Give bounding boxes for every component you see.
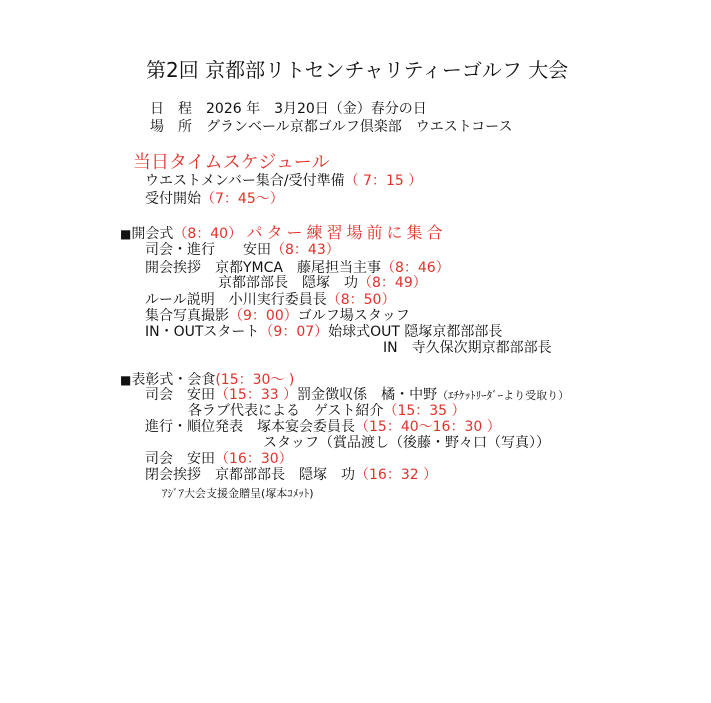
awards-closing-time: （16：32 ） xyxy=(355,467,438,483)
opening-time: （8：40） xyxy=(173,226,243,242)
awards-club-label: 各ラブ代表による ゲスト紹介 xyxy=(188,403,384,419)
opening-rules-label: ルール説明 小川実行委員長 xyxy=(145,292,327,308)
awards-mc2-row xyxy=(145,451,293,468)
schedule-row-reception xyxy=(145,191,284,208)
opening-label: 開会式 xyxy=(131,226,174,242)
awards-mc-row xyxy=(145,387,569,404)
awards-progress-time: （15：40〜16：30 ） xyxy=(355,419,501,435)
awards-mc2-time: （16：30） xyxy=(215,451,293,467)
awards-mc-note-a: 罰金徴収係 橘・中野 xyxy=(297,387,438,403)
opening-start-row xyxy=(145,324,502,341)
date-value: 2026 年 3月20日（金）春分の日 xyxy=(206,101,427,117)
opening-greeting2-label: 京都部部長 隠塚 功 xyxy=(218,275,358,291)
opening-mc-label: 司会・進行 安田 xyxy=(145,242,271,258)
place-row xyxy=(150,119,512,136)
schedule-time: （ 7：15 ） xyxy=(344,173,423,189)
awards-staff-row: スタッフ（賞品渡し（後藤・野々口（写真）） xyxy=(263,435,550,451)
date-row xyxy=(150,101,427,118)
opening-photo-note: ゴルフ場スタッフ xyxy=(297,308,410,324)
opening-greeting-label: 開会挨拶 京都YMCA 藤尾担当主事 xyxy=(145,260,381,276)
schedule-time: （7：45〜） xyxy=(201,191,284,207)
schedule-row-member xyxy=(145,173,422,190)
awards-mc-note-b: （ｴﾁｹｯﾄﾘｰﾀﾞｰより受取り） xyxy=(437,389,570,402)
opening-start-label: IN・OUTスタート xyxy=(145,324,260,340)
opening-heading xyxy=(120,224,447,243)
document-title: 第2回 京都部リトセンチャリティーゴルフ 大会 xyxy=(146,58,569,82)
awards-mc-time: （15：33 ） xyxy=(215,387,298,403)
square-marker-icon: ■ xyxy=(120,373,132,387)
awards-club-time: （15：35 ） xyxy=(383,403,466,419)
opening-greeting2-time: （8：49） xyxy=(358,275,427,291)
opening-rules-time: （8：50） xyxy=(326,292,396,308)
opening-rules-row xyxy=(145,292,395,309)
asia-support-note: ｱｼﾞｱ大会支援金贈呈(塚本ｺﾒｯﾄ) xyxy=(162,487,314,500)
date-label: 日 程 xyxy=(150,101,192,117)
opening-start-time: （9：07） xyxy=(259,324,329,340)
awards-mc-label: 司会 安田 xyxy=(145,387,215,403)
awards-progress-label: 進行・順位発表 塚本宴会委員長 xyxy=(145,419,355,435)
opening-note: パター練習場前に集合 xyxy=(246,223,447,242)
awards-closing-label: 閉会挨拶 京都部部長 隠塚 功 xyxy=(145,467,355,483)
opening-photo-row xyxy=(145,308,410,325)
awards-label: 表彰式・会食 xyxy=(131,372,216,388)
opening-start-note-out: 始球式OUT 隠塚京都部部長 xyxy=(328,324,503,340)
square-marker-icon: ■ xyxy=(120,227,132,241)
awards-time: (15：30〜 ) xyxy=(215,372,295,388)
awards-closing-row xyxy=(145,467,437,484)
awards-club-row xyxy=(188,403,466,420)
schedule-text: ウエストメンバー集合/受付準備 xyxy=(145,173,345,189)
awards-mc2-label: 司会 安田 xyxy=(145,451,215,467)
place-label: 場 所 xyxy=(150,119,192,135)
opening-mc-row xyxy=(145,242,340,259)
opening-photo-time: （9：00） xyxy=(229,308,298,324)
place-value: グランベール京都ゴルフ倶楽部 ウエストコース xyxy=(206,119,513,135)
opening-photo-label: 集合写真撮影 xyxy=(145,308,229,324)
opening-mc-time: （8：43） xyxy=(271,242,340,258)
opening-greeting2-row xyxy=(218,275,427,292)
opening-start-note-in: IN 寺久保次期京都部部長 xyxy=(383,340,552,356)
schedule-text: 受付開始 xyxy=(145,191,201,207)
awards-progress-row xyxy=(145,419,501,436)
opening-greeting-time: （8：46） xyxy=(380,260,450,276)
day-schedule-heading: 当日タイムスケジュール xyxy=(133,152,330,173)
